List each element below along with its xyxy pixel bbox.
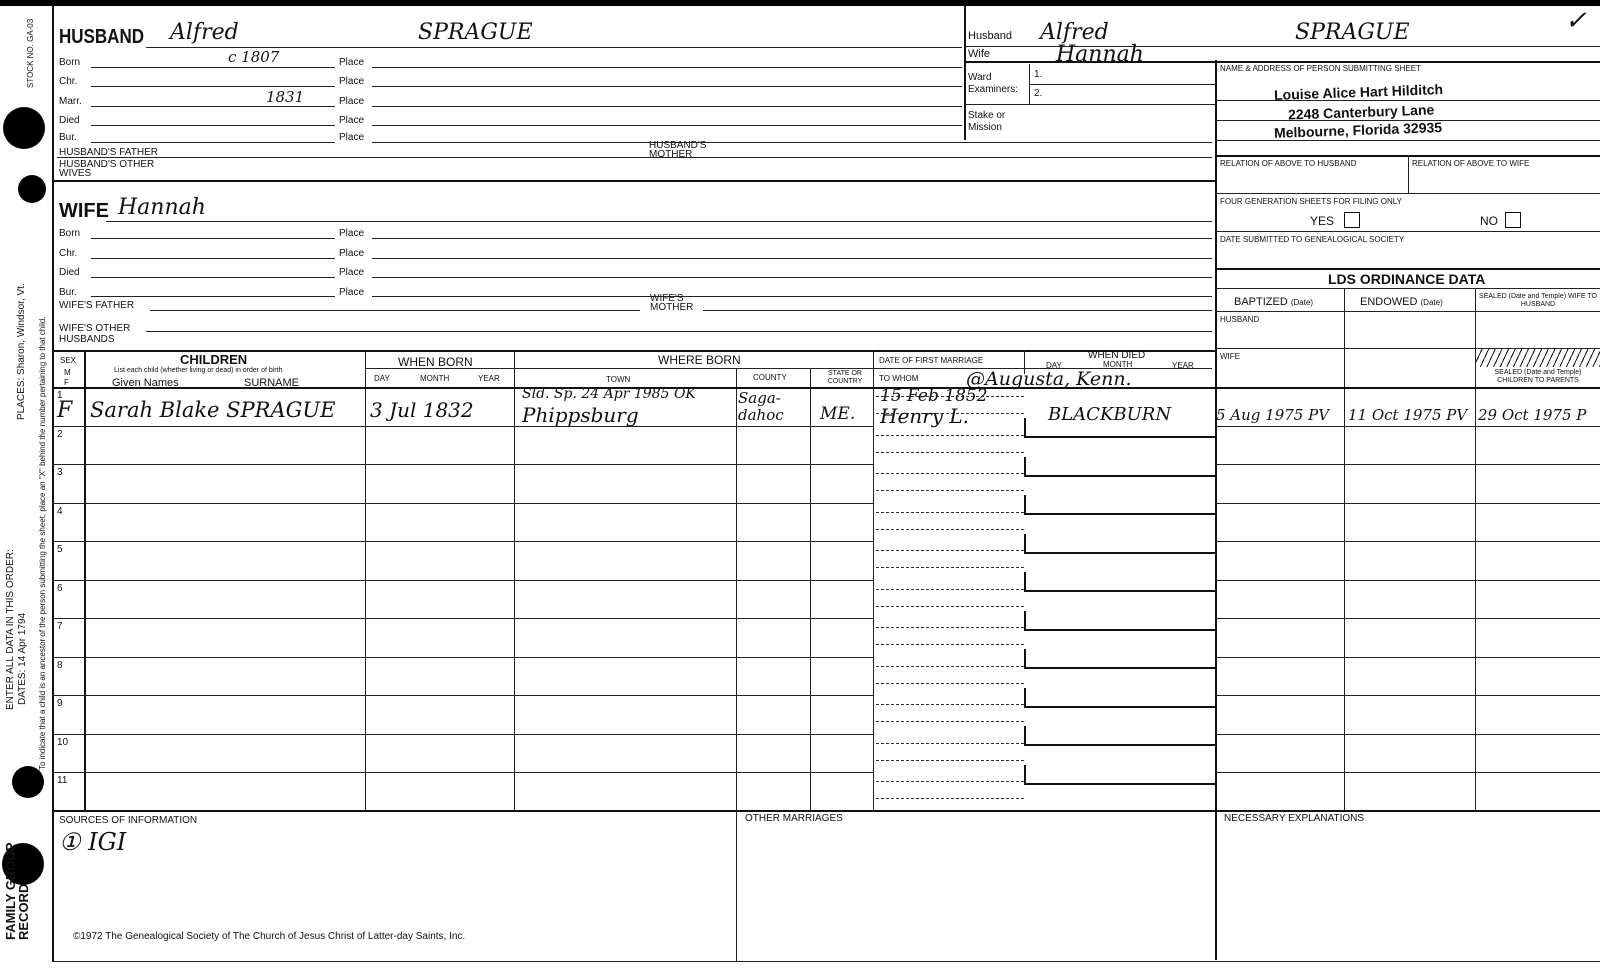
- marriage-dash-line: [876, 452, 1024, 453]
- ancestor-instruction: To indicate that a child is an ancestor of the person submitting the sheet, place an "X" behind the number pertaining to that child.: [38, 316, 47, 770]
- child-row-number: 10: [57, 737, 69, 748]
- died-bracket: [1024, 726, 1216, 746]
- wife-mother-label: WIFE'S MOTHER: [650, 293, 694, 313]
- husband-bur-place-label: Place: [339, 132, 365, 143]
- wife-born-line: [91, 238, 335, 239]
- sex-label: SEX: [60, 356, 77, 365]
- child-row-line: [52, 503, 873, 504]
- header-wife-given: Hannah: [1056, 42, 1144, 67]
- wife-given-name: Hannah: [118, 195, 206, 220]
- submitter-label: NAME & ADDRESS OF PERSON SUBMITTING SHEET: [1220, 64, 1421, 73]
- marriage-dash-line: [876, 666, 1024, 667]
- child-1-county: Saga-dahoc: [738, 389, 784, 424]
- child-row-line: [52, 618, 873, 619]
- husband-died-line: [91, 125, 335, 126]
- child-lds-row-line: [1215, 503, 1600, 504]
- children-list-note: List each child (whether living or dead) in order of birth: [114, 367, 283, 374]
- relation-divider: [1408, 155, 1409, 193]
- born-day-label: DAY: [374, 374, 390, 383]
- husband-parents-line: [57, 157, 1212, 158]
- footer-top: [52, 810, 1600, 812]
- child-row-line: [52, 541, 873, 542]
- lds-wife-row-label: WIFE: [1220, 352, 1240, 361]
- lds-col-divider-1: [1344, 288, 1345, 810]
- lds-title-bottom: [1215, 288, 1600, 289]
- child-lds-row-line: [1215, 541, 1600, 542]
- child-row-line: [52, 772, 873, 773]
- when-died-label: WHEN DIED: [1088, 350, 1146, 361]
- child-1-marriage-date: 15 Feb 1852: [880, 386, 988, 406]
- yes-label: YES: [1310, 214, 1335, 228]
- four-gen-bottom: [1215, 231, 1600, 232]
- marriage-dash-line: [876, 721, 1024, 722]
- date-submitted-label: DATE SUBMITTED TO GENEALOGICAL SOCIETY: [1220, 235, 1405, 244]
- child-row-number: 9: [57, 698, 63, 709]
- marriage-dash-line: [876, 606, 1024, 607]
- wife-label: WIFE: [59, 200, 109, 222]
- husband-born-label: Born: [59, 57, 81, 68]
- husband-bur-place-line: [372, 142, 1212, 143]
- submitter-street: 2248 Canterbury Lane: [1287, 101, 1435, 123]
- child-row-number: 4: [57, 506, 63, 517]
- wife-name-line: [106, 221, 1212, 222]
- submitter-line-1: [1215, 100, 1600, 101]
- child-row-line: [52, 580, 873, 581]
- given-names-label: Given Names: [112, 377, 179, 389]
- relation-husband-label: RELATION OF ABOVE TO HUSBAND: [1220, 159, 1357, 168]
- marriage-dash-line: [876, 798, 1024, 799]
- form-left-border: [52, 6, 54, 961]
- husband-mother-label: HUSBAND'S MOTHER: [649, 140, 707, 160]
- wife-bur-place-label: Place: [339, 287, 365, 298]
- child-lds-row-line: [1215, 734, 1600, 735]
- child-1-name: Sarah Blake SPRAGUE: [90, 398, 336, 422]
- header-husband-given: Alfred: [1040, 20, 1109, 45]
- punch-hole: [12, 766, 44, 798]
- died-bracket: [1024, 457, 1216, 477]
- children-label: CHILDREN: [180, 352, 248, 367]
- died-bracket: [1024, 534, 1216, 554]
- died-bracket: [1024, 765, 1216, 785]
- sources-label: SOURCES OF INFORMATION: [59, 815, 198, 826]
- child-lds-row-line: [1215, 426, 1600, 427]
- marriage-dash-line: [876, 704, 1024, 705]
- wife-bur-place-line: [372, 296, 1212, 297]
- wife-died-label: Died: [59, 267, 80, 278]
- stock-number: STOCK NO. GA-03: [26, 18, 35, 88]
- sources-value: ① IGI: [59, 828, 127, 856]
- sex-f-label: F: [64, 378, 69, 387]
- header-divider: [964, 6, 966, 140]
- bottom-line: [52, 961, 1600, 962]
- yes-checkbox[interactable]: [1344, 212, 1360, 228]
- marriage-dash-line: [876, 490, 1024, 491]
- marriage-dash-line: [876, 627, 1024, 628]
- child-1-spouse: Henry L.: [880, 404, 970, 428]
- other-marriages-label: OTHER MARRIAGES: [745, 813, 843, 824]
- endowed-label: [1360, 296, 1443, 308]
- wife-born-place-line: [372, 238, 1212, 239]
- child-row-number: 3: [57, 467, 63, 478]
- marriage-dash-line: [876, 760, 1024, 761]
- child-1-town: Phippsburg: [522, 403, 639, 427]
- marriage-dash-line: [876, 683, 1024, 684]
- footer-divider-1: [736, 810, 737, 962]
- husband-marr-line: [91, 106, 335, 107]
- marriage-dash-line: [876, 743, 1024, 744]
- child-1-endowed: 11 Oct 1975 PV: [1348, 406, 1468, 424]
- child-lds-row-line: [1215, 464, 1600, 465]
- child-row-line: [52, 695, 873, 696]
- lds-col-divider-2: [1475, 288, 1476, 810]
- stake-label: Stake or Mission: [968, 110, 1006, 133]
- husband-marr-place-line: [372, 106, 962, 107]
- child-row-line: [52, 464, 873, 465]
- when-born-label: WHEN BORN: [398, 355, 473, 369]
- born-year-label: YEAR: [478, 374, 500, 383]
- husband-died-place-line: [372, 125, 962, 126]
- child-row-line: [52, 426, 873, 427]
- submitter-line-3: [1215, 140, 1600, 141]
- died-year-label: YEAR: [1172, 361, 1194, 370]
- child-lds-row-line: [1215, 695, 1600, 696]
- child-row-number: 6: [57, 583, 63, 594]
- marriage-dash-line: [876, 473, 1024, 474]
- child-lds-row-line: [1215, 580, 1600, 581]
- ward-bottom-line: [966, 104, 1215, 105]
- surname-label: SURNAME: [244, 377, 300, 389]
- first-marriage-label: DATE OF FIRST MARRIAGE: [879, 356, 984, 365]
- wife-born-label: Born: [59, 228, 81, 239]
- husband-bur-line: [91, 142, 335, 143]
- child-1-spouse-surname: BLACKBURN: [1048, 404, 1172, 425]
- marriage-dash-line: [876, 567, 1024, 568]
- header-husband-label: Husband: [968, 30, 1013, 42]
- child-lds-row-line: [1215, 657, 1600, 658]
- child-1-sealed: 29 Oct 1975 P: [1478, 406, 1587, 424]
- no-checkbox[interactable]: [1505, 212, 1521, 228]
- town-label: TOWN: [606, 375, 631, 384]
- header-wife-line: [966, 61, 1600, 63]
- relation-wife-label: RELATION OF ABOVE TO WIFE: [1412, 159, 1530, 168]
- relation-bottom: [1215, 193, 1600, 194]
- places-note: PLACES: Sharon, Windsor, Vt.: [16, 283, 27, 420]
- baptized-label: [1234, 296, 1313, 308]
- four-gen-label: FOUR GENERATION SHEETS FOR FILING ONLY: [1220, 197, 1402, 206]
- enter-order-note: ENTER ALL DATA IN THIS ORDER:: [5, 549, 16, 710]
- header-husband-surname: SPRAGUE: [1295, 20, 1410, 45]
- sealed-hatch: [1476, 349, 1600, 367]
- form-title: FAMILY GROUP RECORD: [3, 842, 31, 940]
- wife-other-husbands-label: WIFE'S OTHER HUSBANDS: [59, 323, 131, 345]
- child-1-marriage-place: @Augusta, Kenn.: [966, 368, 1132, 390]
- lds-husband-row-label: HUSBAND: [1220, 315, 1260, 324]
- husband-marr-label: Marr.: [59, 96, 82, 107]
- state-label: STATE OR COUNTRY: [827, 370, 863, 385]
- children-col-state: [873, 350, 874, 810]
- submitter-line-2: [1215, 120, 1600, 121]
- endowed-text: ENDOWED: [1360, 296, 1418, 308]
- ward-label: Ward: [968, 72, 992, 83]
- marriage-dash-line: [876, 644, 1024, 645]
- explanations-label: NECESSARY EXPLANATIONS: [1224, 813, 1365, 824]
- husband-label: HUSBAND: [59, 26, 144, 48]
- died-month-label: MONTH: [1103, 360, 1133, 369]
- husband-born-line: [91, 67, 335, 68]
- examiner-2: 2.: [1034, 88, 1043, 99]
- husband-born-place-line: [372, 67, 962, 68]
- husband-born-place-label: Place: [339, 57, 365, 68]
- wife-born-place-label: Place: [339, 228, 365, 239]
- county-label: COUNTY: [753, 373, 787, 382]
- wife-father-label: WIFE'S FATHER: [59, 300, 135, 311]
- died-bracket: [1024, 649, 1216, 669]
- wife-mother-line: [703, 310, 1212, 311]
- dates-note: DATES: 14 Apr 1794: [17, 612, 28, 705]
- husband-chr-place-line: [372, 86, 962, 87]
- husband-father-label: HUSBAND'S FATHER: [59, 147, 158, 158]
- child-row-number: 5: [57, 544, 63, 555]
- punch-hole: [18, 175, 46, 203]
- baptized-date-label: (Date): [1290, 298, 1314, 307]
- child-lds-row-line: [1215, 772, 1600, 773]
- wife-chr-place-line: [372, 258, 1212, 259]
- child-1-sex: F: [57, 398, 73, 423]
- died-bracket: [1024, 688, 1216, 708]
- husband-other-wives-label: HUSBAND'S OTHER WIVES: [59, 159, 155, 179]
- husband-bur-label: Bur.: [59, 132, 77, 143]
- copyright-text: ©1972 The Genealogical Society of The Church of Jesus Christ of Latter-day Saints, Inc.: [73, 931, 466, 942]
- child-row-line: [52, 657, 873, 658]
- marriage-dash-line: [876, 435, 1024, 436]
- husband-surname: SPRAGUE: [418, 20, 533, 45]
- top-border: [0, 0, 1600, 6]
- sex-m-label: M: [64, 368, 71, 377]
- husband-section-bottom: [52, 180, 1215, 182]
- wife-died-place-line: [372, 277, 1212, 278]
- marriage-dash-line: [876, 529, 1024, 530]
- died-day-label: DAY: [1046, 361, 1062, 370]
- child-row-number: 1: [57, 390, 63, 401]
- marriage-dash-line: [876, 589, 1024, 590]
- child-row-line: [52, 734, 873, 735]
- no-label: NO: [1480, 214, 1498, 228]
- wife-bur-label: Bur.: [59, 287, 77, 298]
- husband-died-label: Died: [59, 115, 80, 126]
- baptized-text: BAPTIZED: [1234, 296, 1288, 308]
- date-submitted-bottom: [1215, 268, 1600, 270]
- husband-chr-place-label: Place: [339, 76, 365, 87]
- child-row-number: 7: [57, 621, 63, 632]
- husband-born-value: c 1807: [228, 48, 280, 66]
- header-wife-label: Wife: [968, 48, 990, 60]
- husband-marr-value: 1831: [266, 88, 305, 106]
- marriage-dash-line: [876, 512, 1024, 513]
- child-row-number: 8: [57, 660, 63, 671]
- marriage-dash-line: [876, 550, 1024, 551]
- died-bracket: [1024, 495, 1216, 515]
- marriage-dash-line: [876, 781, 1024, 782]
- where-born-label: WHERE BORN: [658, 353, 741, 367]
- child-1-state: ME.: [820, 404, 856, 424]
- child-lds-row-line: [1215, 618, 1600, 619]
- wife-died-place-label: Place: [339, 267, 365, 278]
- husband-died-place-label: Place: [339, 115, 365, 126]
- wife-died-line: [91, 277, 335, 278]
- born-month-label: MONTH: [420, 374, 450, 383]
- husband-chr-line: [91, 86, 335, 87]
- child-row-number: 2: [57, 429, 63, 440]
- children-col-county: [810, 368, 811, 810]
- wife-chr-line: [91, 258, 335, 259]
- husband-marr-place-label: Place: [339, 96, 365, 107]
- wife-other-husbands-line: [146, 331, 1212, 332]
- wife-chr-place-label: Place: [339, 248, 365, 259]
- child-1-born: 3 Jul 1832: [370, 398, 474, 422]
- wife-chr-label: Chr.: [59, 248, 78, 259]
- submitter-city: Melbourne, Florida 32935: [1273, 119, 1443, 141]
- wife-bur-line: [91, 296, 335, 297]
- endowed-date-label: (Date): [1420, 298, 1443, 307]
- sealed-wife-label: SEALED (Date and Temple) WIFE TO HUSBAND: [1479, 293, 1597, 308]
- husband-given-name: Alfred: [170, 20, 239, 45]
- lds-title: LDS ORDINANCE DATA: [1328, 271, 1486, 287]
- lds-header-bottom: [1215, 311, 1600, 312]
- child-1-baptized: 5 Aug 1975 PV: [1216, 406, 1330, 424]
- died-bracket: [1024, 611, 1216, 631]
- to-whom-label: TO WHOM: [879, 374, 919, 383]
- child-1-town-note: Sld. Sp. 24 Apr 1985 OK: [522, 386, 696, 402]
- wife-father-line: [150, 310, 640, 311]
- children-header-bottom: [52, 387, 1600, 389]
- examiner-1: 1.: [1034, 69, 1043, 80]
- child-row-number: 11: [57, 775, 68, 786]
- sealed-children-label: SEALED (Date and Temple) CHILDREN TO PARENTS: [1494, 369, 1582, 384]
- husband-chr-label: Chr.: [59, 76, 78, 87]
- examiner-line: [1029, 84, 1215, 85]
- died-bracket: [1024, 572, 1216, 592]
- children-col-town: [736, 368, 737, 810]
- examiners-label: Examiners:: [968, 84, 1019, 95]
- submitter-name: Louise Alice Hart Hilditch: [1273, 81, 1444, 103]
- check-mark: ✓: [1565, 6, 1587, 36]
- punch-hole: [3, 107, 45, 149]
